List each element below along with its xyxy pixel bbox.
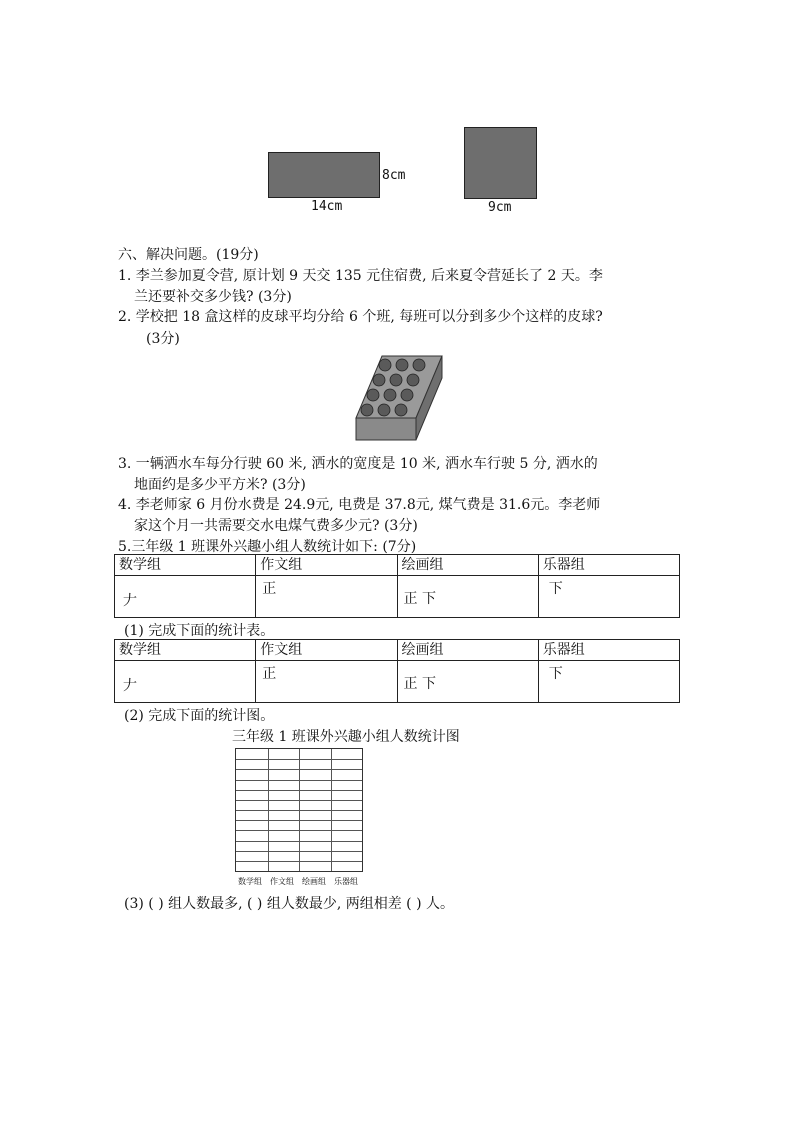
x-label-writing: 作文组	[270, 877, 294, 886]
q5-title: 5.三年级 1 班课外兴趣小组人数统计如下: (7分)	[118, 539, 417, 555]
tally-table-1	[114, 554, 680, 618]
tally-table-2	[114, 639, 680, 703]
chart-title: 三年级 1 班课外兴趣小组人数统计图	[232, 729, 460, 745]
header-writing: 作文组	[256, 555, 397, 576]
x-label-music: 乐器组	[334, 877, 358, 886]
header-drawing: 绘画组	[397, 640, 538, 661]
tally-music: 下	[548, 666, 563, 682]
rectangle-figure	[268, 152, 380, 198]
q4-line2: 家这个月一共需要交水电煤气费多少元? (3分)	[134, 518, 418, 534]
q3-line1: 3. 一辆洒水车每分行驶 60 米, 洒水的宽度是 10 米, 洒水车行驶 5 分, 洒水的	[118, 456, 598, 472]
section-title: 六、解决问题。(19分)	[118, 247, 259, 263]
header-music: 乐器组	[538, 640, 679, 661]
ball-box-illustration	[352, 354, 444, 444]
x-label-drawing: 绘画组	[302, 877, 326, 886]
tally-drawing: 正 下	[403, 591, 436, 607]
sub1-text: (1) 完成下面的统计表。	[124, 623, 275, 639]
grid-col-line	[331, 749, 332, 871]
rectangle-width-label: 14cm	[311, 199, 343, 214]
grid-col-line	[299, 749, 300, 871]
q2-line2: (3分)	[146, 331, 180, 347]
square-side-label: 9cm	[488, 200, 512, 215]
chart-grid	[235, 748, 363, 872]
q2-line1: 2. 学校把 18 盒这样的皮球平均分给 6 个班, 每班可以分到多少个这样的皮球?	[118, 309, 603, 325]
header-music: 乐器组	[538, 555, 679, 576]
q3-line2: 地面约是多少平方米? (3分)	[134, 477, 306, 493]
tally-writing: 正	[262, 666, 277, 682]
tally-drawing: 正 下	[403, 676, 436, 692]
q1-line1: 1. 李兰参加夏令营, 原计划 9 天交 135 元住宿费, 后来夏令营延长了 2 天。李	[118, 268, 603, 284]
rectangle-height-label: 8cm	[382, 168, 406, 183]
sub3-text: (3) ( ) 组人数最多, ( ) 组人数最少, 两组相差 ( ) 人。	[124, 896, 455, 912]
tally-writing: 正	[262, 581, 277, 597]
tally-math: 𠂇	[123, 593, 137, 609]
q1-line2: 兰还要补交多少钱? (3分)	[134, 289, 292, 305]
x-label-math: 数学组	[238, 877, 262, 886]
header-writing: 作文组	[256, 640, 397, 661]
header-math: 数学组	[115, 555, 256, 576]
tally-math: 𠂇	[123, 678, 137, 694]
q4-line1: 4. 李老师家 6 月份水费是 24.9元, 电费是 37.8元, 煤气费是 31.6元。李老师	[118, 497, 601, 513]
tally-music: 下	[548, 581, 563, 597]
header-drawing: 绘画组	[397, 555, 538, 576]
sub2-text: (2) 完成下面的统计图。	[124, 708, 275, 724]
header-math: 数学组	[115, 640, 256, 661]
square-figure	[464, 127, 537, 199]
grid-col-line	[268, 749, 269, 871]
